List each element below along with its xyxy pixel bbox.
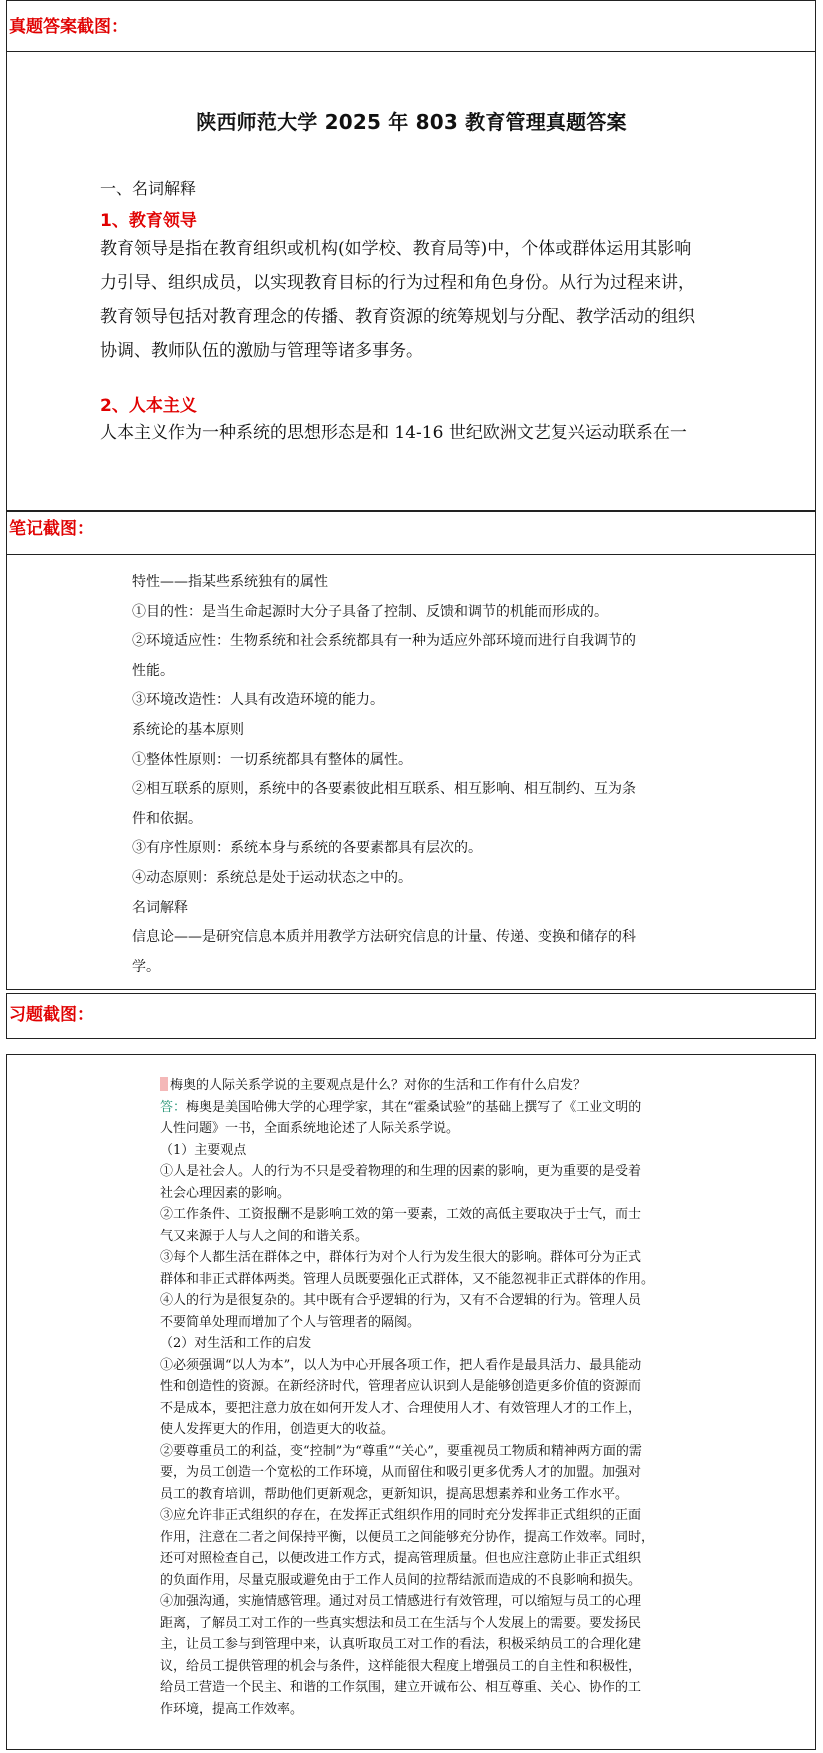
exercise-line: 不是成本，要把注意力放在如何开发人才、合理使用人才、有效管理人才的工作上， xyxy=(160,1400,642,1416)
exercise-line: ①必须强调“以人为本”，以人为中心开展各项工作，把人看作是最具活力、最具能动 xyxy=(160,1357,642,1373)
exercise-line: 的负面作用，尽量克服或避免由于工作人员间的拉帮结派而造成的不良影响和损失。 xyxy=(160,1572,642,1588)
exercise-line: 距离，了解员工对工作的一些真实想法和员工在生活与个人发展上的需要。要发扬民 xyxy=(160,1615,642,1631)
notes-screenshot-header: 笔记截图： xyxy=(9,519,94,539)
note-line: 件和依据。 xyxy=(132,810,202,827)
exercise-answer-row xyxy=(160,1097,670,1119)
notes-list xyxy=(132,568,692,982)
exercise-line: ③每个人都生活在群体之中，群体行为对个人行为发生很大的影响。群体可分为正式 xyxy=(160,1250,642,1265)
section-heading: 一、名词解释 xyxy=(100,179,197,198)
exercise-line: 不要简单处理而增加了个人与管理者的隔阂。 xyxy=(160,1314,421,1330)
note-line: ①整体性原则：一切系统都具有整体的属性。 xyxy=(132,751,412,768)
exercise-line: 使人发挥更大的作用，创造更大的收益。 xyxy=(160,1422,395,1437)
exercise-line: （1）主要观点 xyxy=(160,1142,247,1158)
exercise-line: 群体和非正式群体两类。管理人员既要强化正式群体，又不能忽视非正式群体的作用。 xyxy=(160,1271,655,1287)
exercise-line: （2）对生活和工作的启发 xyxy=(160,1336,312,1351)
term-1-line: 力引导、组织成员，以实现教育目标的行为过程和角色身份。从行为过程来讲， xyxy=(100,273,695,293)
answer-first-line: 梅奥是美国哈佛大学的心理学家，其在“霍桑试验”的基础上撰写了《工业文明的 xyxy=(186,1099,642,1115)
exercise-line: ②要尊重员工的利益，变“控制”为“尊重”“关心”，要重视员工物质和精神两方面的需 xyxy=(160,1443,642,1459)
term-2-title: 2、人本主义 xyxy=(100,396,197,416)
exercise-line: ④人的行为是很复杂的。其中既有合乎逻辑的行为，又有不合逻辑的行为。管理人员 xyxy=(160,1293,642,1308)
highlight-marker xyxy=(160,1077,168,1091)
exercise-line: 性和创造性的资源。在新经济时代，管理者应认识到人是能够创造更多价值的资源而 xyxy=(160,1379,642,1394)
note-line: 性能。 xyxy=(132,662,174,679)
note-line: 特性——指某些系统独有的属性 xyxy=(132,574,328,590)
term-1-line: 教育领导包括对教育理念的传播、教育资源的统筹规划与分配、教学活动的组织 xyxy=(100,307,695,327)
answer-label: 答： xyxy=(160,1099,187,1115)
term-1-line: 协调、教师队伍的激励与管理等诸多事务。 xyxy=(100,341,423,361)
exercise-line: 主，让员工参与到管理中来，认真听取员工对工作的看法，积极采纳员工的合理化建 xyxy=(160,1637,642,1652)
term-2-body: 人本主义作为一种系统的思想形态是和 14-16 世纪欧洲文艺复兴运动联系在一 xyxy=(100,423,687,443)
answer-paper-title: 陕西师范大学 2025 年 803 教育管理真题答案 xyxy=(196,110,627,134)
exercise-line: ③应允许非正式组织的存在，在发挥正式组织作用的同时充分发挥非正式组织的正面 xyxy=(160,1508,642,1523)
note-line: ②相互联系的原则，系统中的各要素彼此相互联系、相互影响、相互制约、互为条 xyxy=(132,781,636,798)
term-1-title: 1、教育领导 xyxy=(100,211,197,231)
exercise-line: 气又来源于人与人之间的和谐关系。 xyxy=(160,1228,369,1244)
exercise-line: ①人是社会人。人的行为不只是受着物理的和生理的因素的影响，更为重要的是受着 xyxy=(160,1164,642,1179)
exercise-line: ②工作条件、工资报酬不是影响工效的第一要素，工效的高低主要取决于士气，而士 xyxy=(160,1207,642,1222)
exercise-body xyxy=(160,1075,670,1720)
note-line: ①目的性：是当生命起源时大分子具备了控制、反馈和调节的机能而形成的。 xyxy=(132,603,608,620)
exercise-line: ④加强沟通，实施情感管理。通过对员工情感进行有效管理，可以缩短与员工的心理 xyxy=(160,1594,642,1609)
notes-header-box xyxy=(6,511,816,555)
exercise-question-row xyxy=(160,1075,670,1097)
note-line: ②环境适应性：生物系统和社会系统都具有一种为适应外部环境而进行自我调节的 xyxy=(132,633,636,650)
exercise-line: 议，给员工提供管理的机会与条件，这样能很大程度上增强员工的自主性和积极性， xyxy=(160,1658,642,1674)
answer-screenshot-header: 真题答案截图： xyxy=(9,17,128,37)
exercise-line: 还可对照检查自己，以便改进工作方式，提高管理质量。但也应注意防止非正式组织 xyxy=(160,1551,642,1566)
exercise-line: 作用，注意在二者之间保持平衡，以便员工之间能够充分协作，提高工作效率。同时， xyxy=(160,1529,655,1545)
exercise-question: 梅奥的人际关系学说的主要观点是什么？对你的生活和工作有什么启发？ xyxy=(170,1078,587,1093)
note-line: 学。 xyxy=(132,958,160,975)
note-line: ③环境改造性：人具有改造环境的能力。 xyxy=(132,692,384,709)
exercise-header-box xyxy=(6,993,816,1039)
exercise-line: 作环境，提高工作效率。 xyxy=(160,1701,304,1717)
exercise-line: 员工的教育培训，帮助他们更新观念，更新知识，提高思想素养和业务工作水平。 xyxy=(160,1486,629,1502)
note-line: ④动态原则：系统总是处于运动状态之中的。 xyxy=(132,869,412,886)
exercise-screenshot-header: 习题截图： xyxy=(9,1005,94,1025)
term-1-body xyxy=(100,232,720,368)
exercise-line: 人性问题》一书，全面系统地论述了人际关系学说。 xyxy=(160,1121,460,1136)
note-line: 名词解释 xyxy=(132,899,188,916)
note-line: 信息论——是研究信息本质并用教学方法研究信息的计量、传递、变换和储存的科 xyxy=(132,929,636,946)
note-line: ③有序性原则：系统本身与系统的各要素都具有层次的。 xyxy=(132,840,482,857)
term-1-line: 教育领导是指在教育组织或机构(如学校、教育局等)中，个体或群体运用其影响 xyxy=(100,239,692,259)
exercise-line: 要，为员工创造一个宽松的工作环境，从而留住和吸引更多优秀人才的加盟。加强对 xyxy=(160,1465,642,1480)
exercise-line: 给员工营造一个民主、和谐的工作氛围，建立开诚布公、相互尊重、关心、协作的工 xyxy=(160,1680,642,1695)
exercise-line: 社会心理因素的影响。 xyxy=(160,1185,291,1201)
note-line: 系统论的基本原则 xyxy=(132,721,244,738)
